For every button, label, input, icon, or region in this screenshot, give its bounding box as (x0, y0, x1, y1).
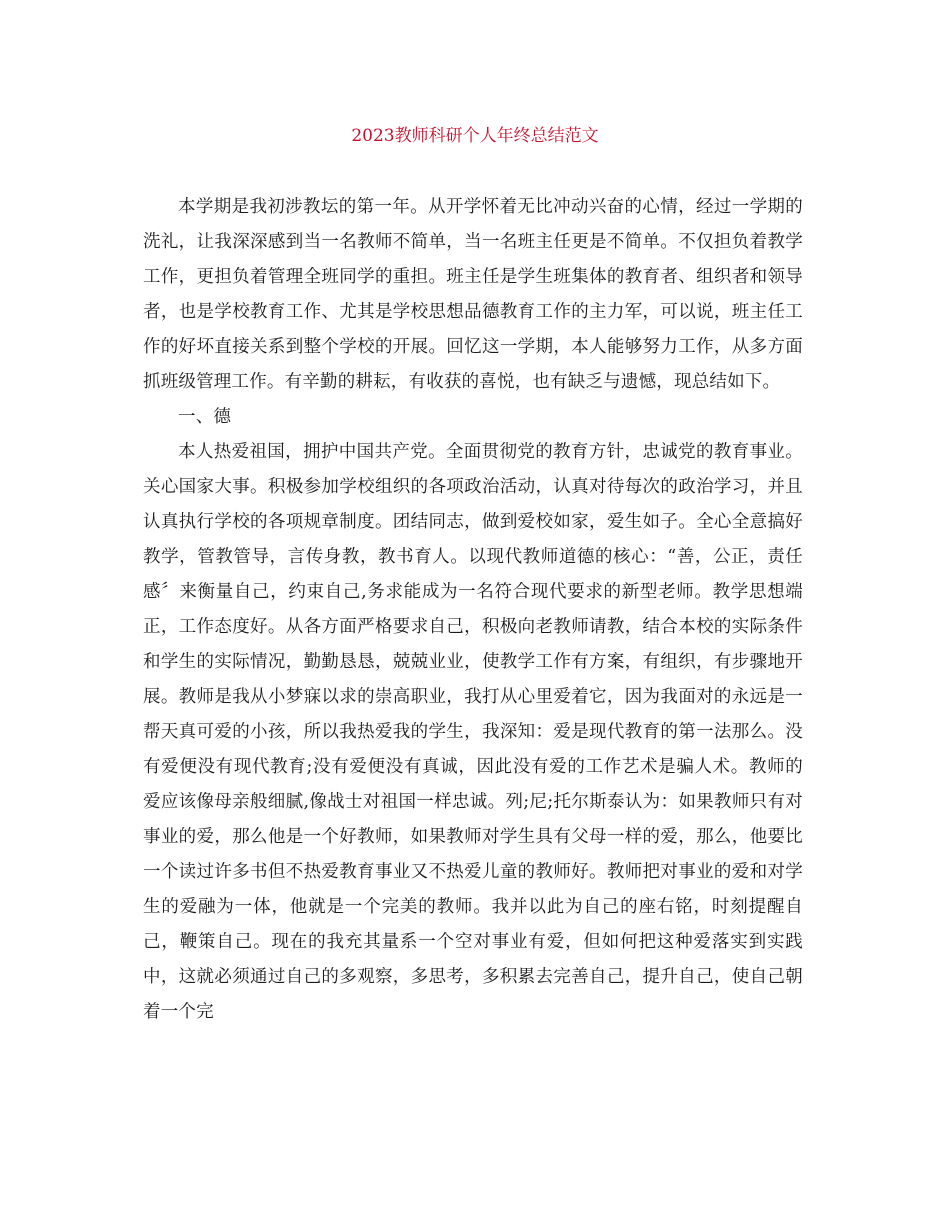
document-body (143, 190, 803, 1030)
document-title: 2023教师科研个人年终总结范文 (351, 126, 599, 146)
section-heading-de: 一、德 (178, 407, 232, 427)
paragraph-intro: 本学期是我初涉教坛的第一年。从开学怀着无比冲动兴奋的心情，经过一学期的洗礼，让我深深感到当一名教师不简单，当一名班主任更是不简单。不仅担负着教学工作，更担负着管理全班同学的重担。班主任是学生班集体的教育者、组织者和领导者，也是学校教育工作、尤其是学校思想品德教育工作的主力军，可以说，班主任工作的好坏直接关系到整个学校的开展。回忆这一学期，本人能够努力工作，从多方面抓班级管理工作。有辛勤的耕耘，有收获的喜悦，也有缺乏与遗憾，现总结如下。 (143, 197, 803, 392)
paragraph-de: 本人热爱祖国，拥护中国共产党。全面贯彻党的教育方针，忠诚党的教育事业。关心国家大事。积极参加学校组织的各项政治活动，认真对待每次的政治学习，并且认真执行学校的各项规章制度。团结同志，做到爱校如家，爱生如子。全心全意搞好教学，管教管导，言传身教，教书育人。以现代教师道德的核心：“善，公正，责任感〞来衡量自己，约束自己,务求能成为一名符合现代要求的新型老师。教学思想端正，工作态度好。从各方面严格要求自己，积极向老教师请教，结合本校的实际条件和学生的实际情况，勤勤恳恳，兢兢业业，使教学工作有方案，有组织，有步骤地开展。教师是我从小梦寐以求的崇高职业，我打从心里爱着它，因为我面对的永远是一帮天真可爱的小孩，所以我热爱我的学生，我深知：爱是现代教育的第一法那么。没有爱便没有现代教育;没有爱便没有真诚，因此没有爱的工作艺术是骗人术。教师的爱应该像母亲般细腻,像战士对祖国一样忠诚。列;尼;托尔斯泰认为：如果教师只有对事业的爱，那么他是一个好教师，如果教师对学生具有父母一样的爱，那么，他要比一个读过许多书但不热爱教育事业又不热爱儿童的教师好。教师把对事业的爱和对学生的爱融为一体，他就是一个完美的教师。我并以此为自己的座右铭，时刻提醒自己，鞭策自己。现在的我充其量系一个空对事业有爱，但如何把这种爱落实到实践中，这就必须通过自己的多观察，多思考，多积累去完善自己，提升自己，使自己朝着一个完 (143, 442, 803, 1022)
